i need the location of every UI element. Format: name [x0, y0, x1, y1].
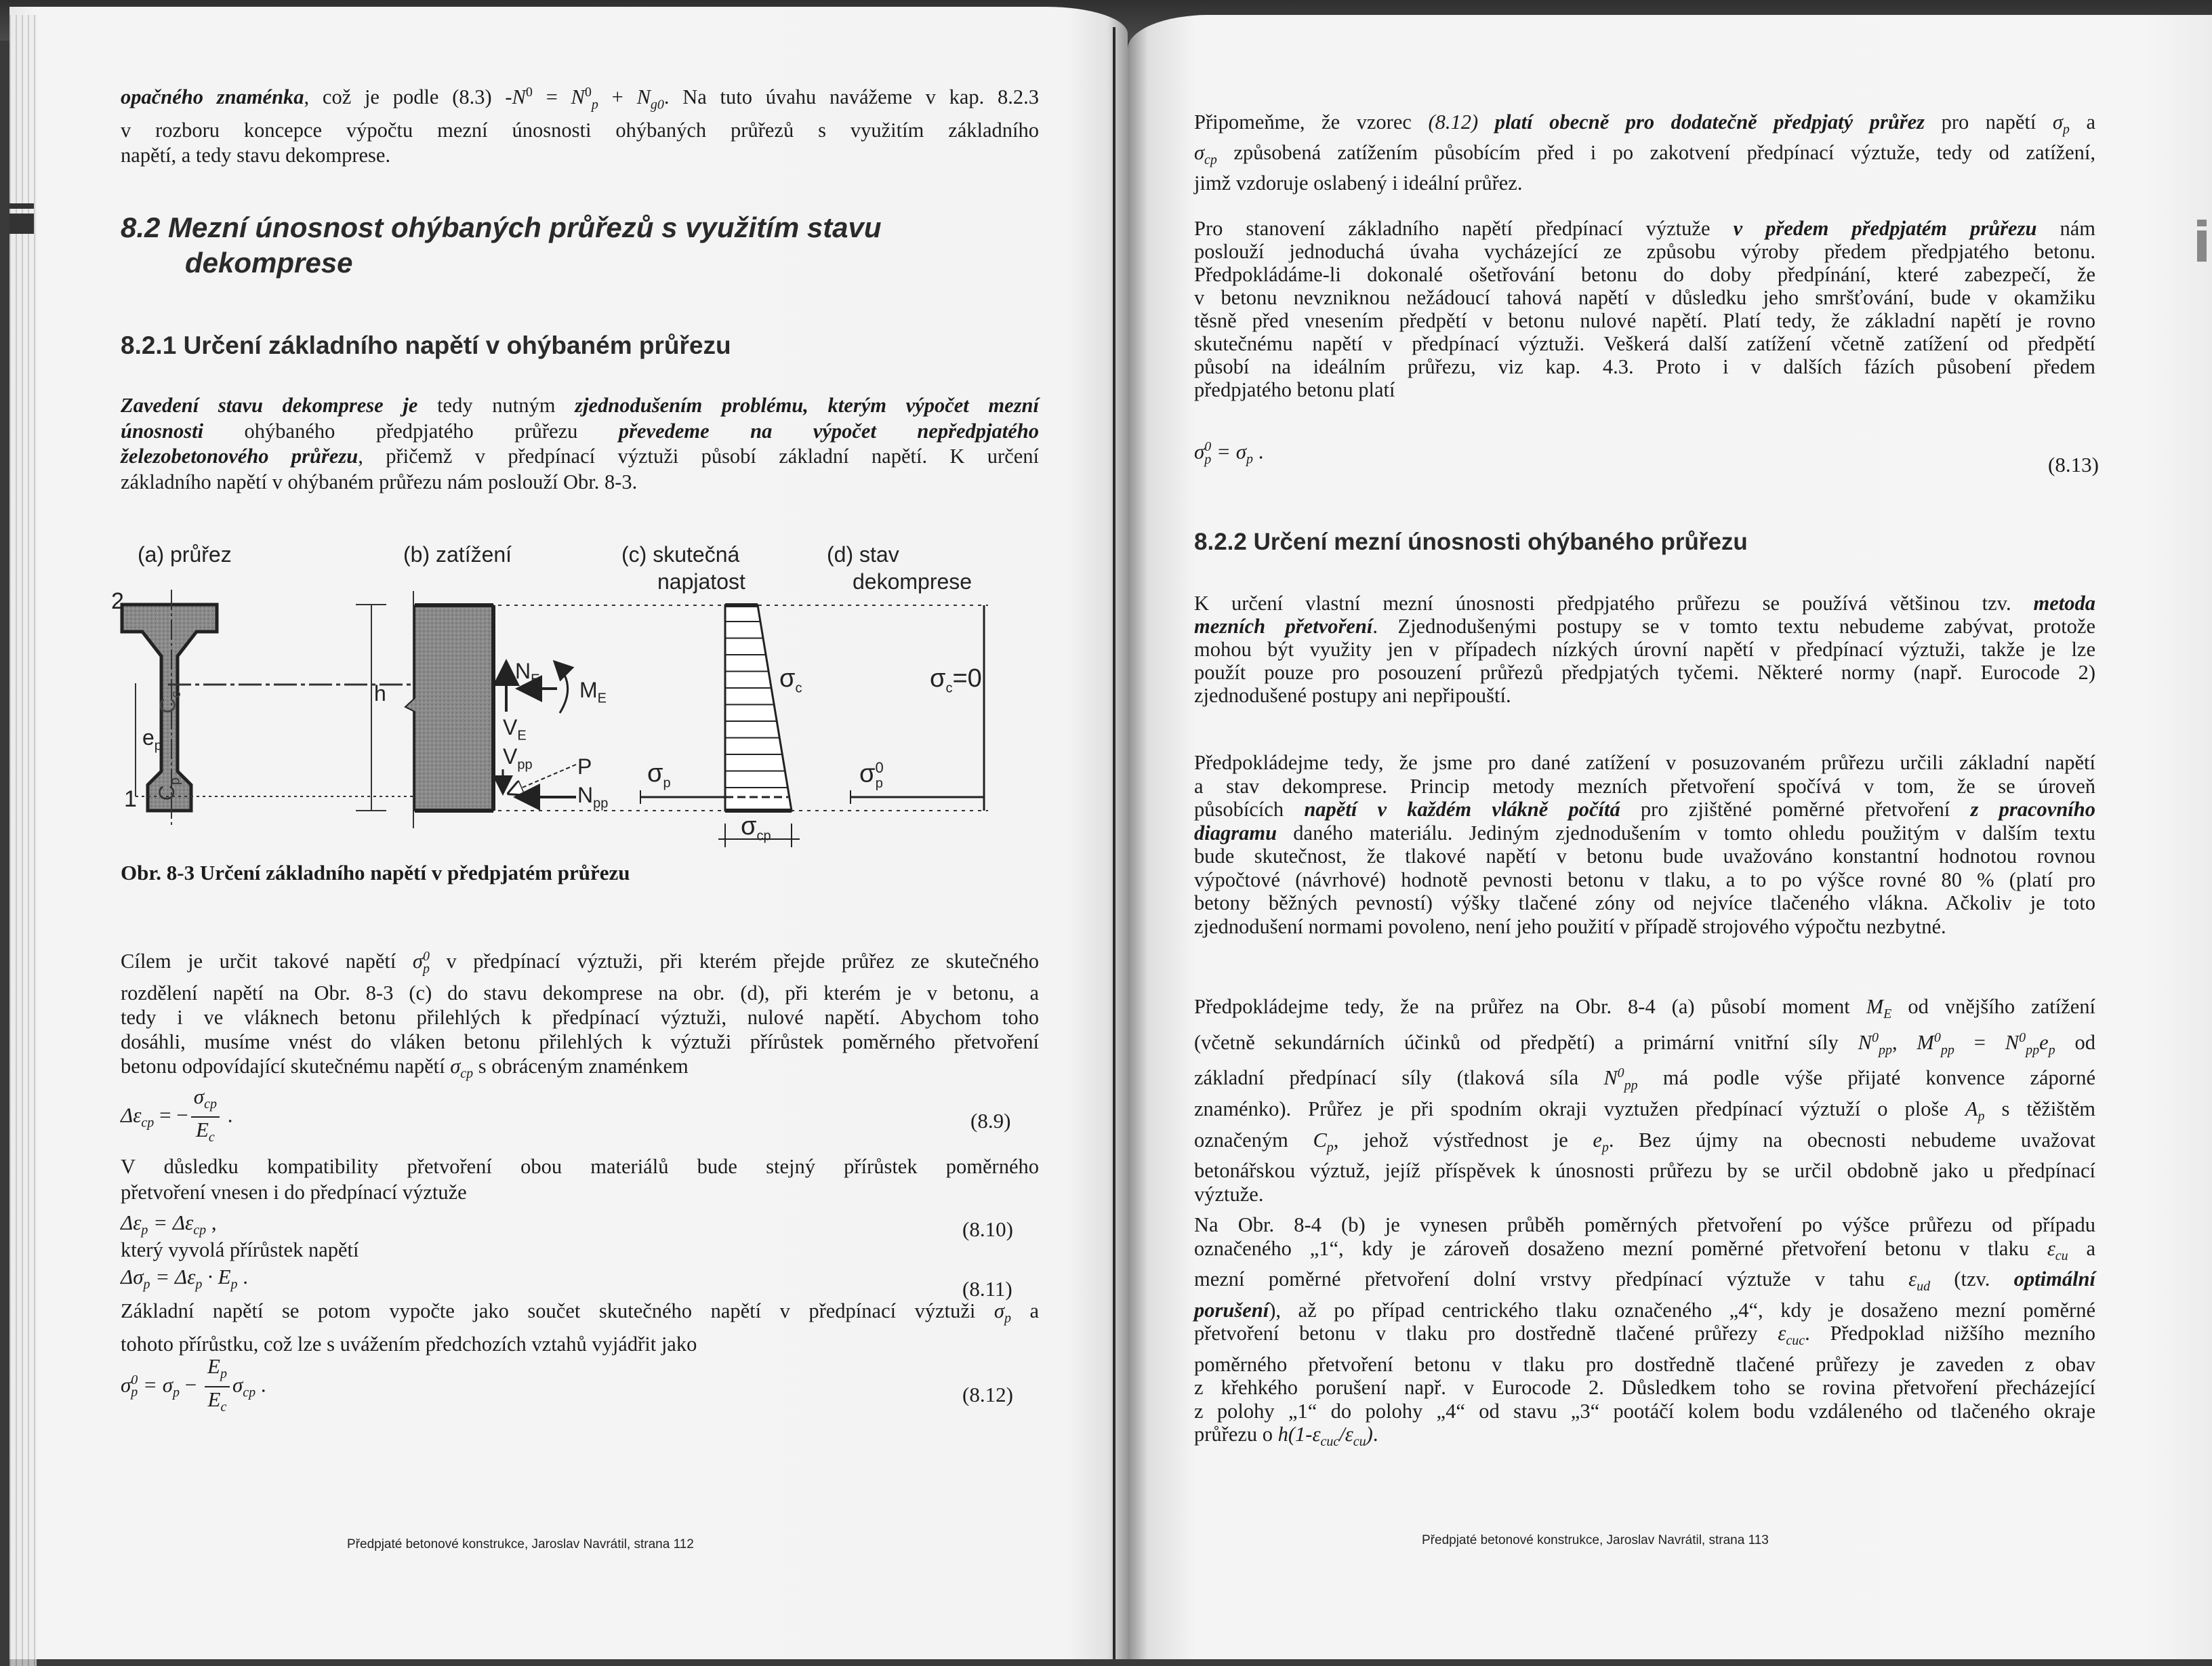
sub: cp	[141, 1115, 155, 1131]
sub: cp	[756, 828, 771, 844]
sub: p	[875, 776, 883, 792]
emphasis: v předem předpjatém průřezu	[1733, 217, 2037, 240]
sub: p	[663, 775, 671, 791]
me-label	[579, 678, 607, 706]
equation-8-12	[121, 1354, 266, 1419]
text: , přičemž v předpínací výztuži působí základní napětí. K určení	[358, 445, 1039, 468]
expression: h(1-ε	[1277, 1423, 1321, 1446]
text: pro napětí	[1925, 110, 2053, 134]
sub: p	[1004, 1311, 1011, 1326]
symbol: M	[579, 678, 598, 702]
sub: p	[167, 777, 183, 786]
text-line: z polohy „1“ do polohy „4“ od stavu „3“ pootáčí kolem bodu vzdáleného od tlačeného okraje	[1194, 1399, 2095, 1423]
paragraph-4	[121, 1238, 1039, 1263]
text-line: dosáhli, musíme vnést do vláken betonu přilehlých k výztuži přírůstek poměrného přetvoření	[121, 1030, 1039, 1054]
symbol: N	[1858, 1030, 1872, 1054]
symbol: σ	[859, 759, 876, 788]
text: označeným	[1194, 1128, 1313, 1152]
text: od vnějšího zatížení	[1891, 995, 2095, 1018]
symbol: σ	[1194, 439, 1205, 464]
text-line: poslouží jednoduchá úvaha vycházející ze způsobu výroby předem předpjatého betonu.	[1194, 240, 2095, 263]
sub: cp	[1204, 153, 1217, 168]
emphasis: napětí v každém vlákně počítá	[1304, 798, 1620, 821]
right-paragraph-6	[1194, 1213, 2095, 1454]
symbol: N	[577, 783, 594, 807]
symbol: Δσ	[121, 1265, 144, 1288]
text: přetvoření betonu v tlaku pro dostředně tlačené průřezy	[1194, 1322, 1778, 1345]
equation-8-11	[121, 1265, 248, 1293]
text: Cílem je určit takové napětí	[121, 950, 413, 973]
text: od	[2055, 1030, 2096, 1054]
sub: E	[597, 691, 607, 706]
symbol: ε	[1908, 1267, 1917, 1291]
subsection-heading: 8.2.1 Určení základního napětí v ohýbaném průřezu	[121, 331, 731, 359]
stress-diagram	[725, 605, 792, 811]
sigma-cp-label	[741, 812, 771, 845]
sub: c	[945, 680, 953, 696]
figure-label-a: (a) průřez	[138, 542, 232, 567]
text-line: z křehkého porušení např. v Eurocode 2. Důsledkem toho se rovina přetvoření přecházející	[1194, 1376, 2095, 1400]
sup: 0	[584, 85, 592, 100]
sub: p	[1326, 1139, 1334, 1155]
sup: 0	[1617, 1065, 1624, 1081]
text: . Předpoklad nižšího mezního	[1805, 1322, 2095, 1345]
symbol: N	[636, 85, 651, 109]
figure-label-c-2: napjatost	[657, 569, 745, 594]
text-line: který vyvolá přírůstek napětí	[121, 1238, 359, 1261]
figure-label-d: (d) stav	[827, 542, 899, 567]
symbol: M	[1866, 995, 1884, 1018]
text: s obráceným znaménkem	[473, 1055, 689, 1078]
emphasis: převedeme na výpočet nepředpjatého	[618, 419, 1039, 443]
h-label: h	[374, 681, 386, 706]
sigma-p-label	[647, 759, 671, 792]
sup: 0	[1871, 1030, 1879, 1045]
sub: p	[220, 1366, 227, 1382]
reference: (8.12)	[1428, 110, 1479, 134]
symbol: σ	[930, 664, 946, 693]
symbol: N	[1603, 1066, 1618, 1090]
sup: 0	[1933, 1030, 1941, 1045]
text-line: v betonu nevzniknou nežádoucí tahová napětí v důsledku jeho smršťování, bude v okamžiku	[1194, 286, 2095, 309]
text: +	[598, 85, 637, 109]
sub: p	[591, 97, 598, 113]
operator: −	[180, 1373, 202, 1397]
emphasis: zjednodušením problému, kterým výpočet mezní	[575, 394, 1039, 417]
text: ohýbaného předpjatého průřezu	[203, 419, 619, 443]
text-line: předpjatého betonu platí	[1194, 378, 1395, 401]
text-line: výztuže.	[1194, 1182, 1264, 1206]
figure-drawing	[0, 0, 1125, 881]
fraction	[205, 1354, 230, 1419]
sub: p	[1601, 1139, 1609, 1155]
text-line: Předpokládejme tedy, že jsme pro dané zatížení v posuzovaném průřezu určili základní napětí	[1194, 751, 2095, 774]
numerator: E	[207, 1354, 220, 1378]
subsection-heading-right: 8.2.2 Určení mezní únosnosti ohýbaného průřezu	[1194, 529, 1748, 555]
equation-number: (8.10)	[962, 1217, 1013, 1241]
text: s těžištěm	[1984, 1097, 2096, 1121]
text: tedy nutným	[417, 394, 575, 417]
text: ,	[206, 1211, 217, 1234]
text-line: tedy i ve vláknech betonu přilehlých k předpínací výztuži, nulové napětí. Abychom toho	[121, 1006, 1039, 1030]
symbol: C	[1313, 1128, 1327, 1152]
sub: c	[795, 680, 802, 696]
emphasis: mezních přetvoření	[1194, 615, 1373, 638]
text-line: rozdělení napětí na Obr. 8-3 (c) do stavu dekomprese na obr. (d), při kterém je v betonu, a	[121, 981, 1039, 1005]
text-line: mohou být využity jen v případech nízkých úrovní napětí v předpínací výztuži, takže je lze	[1194, 638, 2095, 661]
symbol: N	[512, 85, 526, 109]
sup: 0	[875, 759, 884, 776]
symbol: σ	[450, 1055, 461, 1078]
text: Pro stanovení základního napětí předpínací výztuže	[1194, 217, 1734, 240]
sub: E	[531, 672, 540, 687]
npp-label	[577, 783, 608, 811]
text: . Zjednodušenými postupy se v tomto textu nebudeme zabývat, protože	[1372, 615, 2095, 638]
expression: /ε	[1339, 1423, 1353, 1446]
text: průřezu o	[1194, 1423, 1278, 1446]
text-line: poměrného přetvoření betonu v tlaku pro dostředně tlačené průřezy je zaveden z obav	[1194, 1352, 2095, 1376]
figure-8-3	[0, 0, 1125, 885]
sup: 0	[131, 1372, 138, 1387]
vpp-label	[503, 744, 533, 773]
figure-label-c: (c) skutečná	[621, 542, 740, 567]
emphasis: únosnosti	[121, 419, 204, 443]
sub: E	[517, 728, 527, 744]
page-footer-right: Předpjaté betonové konstrukce, Jaroslav Navrátil, strana 113	[1422, 1533, 1769, 1547]
text: způsobená zatížením působícím před i po zakotvení předpínací výztuže, tedy od zatížení,	[1216, 141, 2095, 165]
sub: p	[131, 1385, 138, 1400]
text-line: zjednodušení normami povoleno, není jeho použití v případě strojového výpočtu nezbytné.	[1194, 914, 1946, 938]
symbol: Δε	[121, 1103, 142, 1127]
sub: p	[154, 738, 162, 754]
sub: ud	[1917, 1279, 1931, 1295]
denominator: E	[207, 1387, 221, 1412]
text-line: Předpokládáme-li dokonalé ošetřování betonu do doby předpínání, které zabezpečí, že	[1194, 263, 2095, 286]
sub: cp	[243, 1385, 256, 1400]
ep-label	[142, 725, 162, 754]
text: mezní poměrné přetvoření dolní vrstvy předpínací výztuže v tahu	[1194, 1267, 1909, 1291]
emphasis: platí obecně pro dodatečně předpjatý průřez	[1478, 110, 1925, 134]
symbol: = σ	[1211, 439, 1247, 464]
text: , jehož výstřednost je	[1333, 1128, 1593, 1152]
text-line: a stav dekomprese. Princip metody mezních přetvoření spočívá v tom, že se úroveň	[1194, 774, 2095, 798]
text: a	[1010, 1299, 1039, 1322]
ve-label	[503, 715, 527, 744]
sub: p	[173, 1385, 180, 1400]
text: znaménko). Průřez je při spodním okraji vyztužen předpínací výztuží o ploše	[1194, 1097, 1965, 1121]
edge-mark	[2197, 230, 2207, 262]
emphasis: porušení	[1194, 1298, 1269, 1322]
text-line: jimž vzdoruje oslabený i ideální průřez.	[1194, 171, 1523, 195]
text: označeného „1“, kdy je zároveň dosaženo mezní poměrné přetvoření betonu v tlaku	[1194, 1236, 2047, 1260]
equation-number: (8.13)	[2048, 453, 2099, 476]
symbol: N	[571, 85, 585, 109]
equation-number: (8.11)	[962, 1277, 1012, 1301]
right-paragraph-5	[1194, 995, 2095, 1206]
sub: cp	[204, 1097, 217, 1112]
symbol: σ	[2052, 110, 2063, 134]
sigma-c0-label	[930, 664, 982, 697]
text-line: V důsledku kompatibility přetvoření obou materiálů bude stejný přírůstek poměrného	[121, 1155, 1039, 1178]
paragraph-2: Cílem je určit takové napětí $\sigma_p^0$ v předpínací výztuži, při kterém přejde průřez ze skutečného rozdělení napětí na Obr. 8-3 (c) do stavu dekomprese na obr. (d), při kterém je v betonu, a tedy i ve vláknech betonu přilehlých k předpínací výztuži, nulové napětí. Abychom toho dosáhli, musíme vnést do vláken betonu přilehlých k výztuži přírůstek poměrného přetvoření betonu odpovídající skutečnému napětí $\sigma_{cp}$ s obráceným znaménkem	[121, 949, 1039, 1082]
symbol: V	[503, 744, 518, 769]
sub: p	[143, 1277, 150, 1293]
sub: pp	[517, 757, 533, 773]
text: nám	[2036, 217, 2095, 240]
symbol: σ	[1194, 141, 1205, 165]
text-line: působí na ideálním průřezu, viz kap. 4.3. Proto i v dalších fázích působení předem	[1194, 355, 2095, 378]
sub: E	[1883, 1007, 1892, 1022]
sub: pp	[593, 796, 609, 811]
sub: p	[1204, 451, 1212, 467]
symbol: σ	[994, 1299, 1004, 1322]
symbol: σ	[232, 1373, 243, 1397]
symbol: σ	[741, 812, 757, 840]
denominator: E	[195, 1118, 209, 1142]
text-line: tohoto přírůstku, což lze s uvážením předchozích vztahů vyjádřit jako	[121, 1332, 697, 1356]
operator: = −	[154, 1103, 188, 1127]
sub: p	[2048, 1042, 2055, 1057]
symbol: M	[1917, 1030, 1934, 1054]
member-body	[405, 605, 493, 811]
text: základní předpínací síly (tlaková síla	[1194, 1066, 1604, 1090]
sub: pp	[1878, 1042, 1892, 1057]
text-line: v rozboru koncepce výpočtu mezní únosnosti ohýbaných průřezů s využitím základního	[121, 118, 1039, 142]
text: =	[1954, 1030, 2005, 1054]
sub: cu	[2055, 1248, 2068, 1263]
sub: c	[220, 1400, 227, 1415]
symbol: e	[1593, 1128, 1602, 1152]
text: má podle výše přijaté konvence záporné	[1637, 1066, 2095, 1090]
symbol: σ	[779, 664, 796, 693]
emphasis: metoda	[2033, 592, 2095, 615]
heading-line: 8.2 Mezní únosnost ohýbaných průřezů s využitím stavu	[121, 211, 882, 243]
text: =	[532, 85, 571, 109]
symbol: Δε	[121, 1211, 142, 1234]
text-line: přetvoření vnesen i do předpínací výztuže	[121, 1180, 467, 1204]
text-line: skutečnému napětí v předpínací výztuži. Veškerá další zatížení včetně zatížení od předpětí	[1194, 332, 2095, 355]
sup: 0	[2019, 1030, 2026, 1045]
fraction	[191, 1084, 220, 1150]
text: . Bez újmy na obecnosti nebudeme uvažovat	[1608, 1128, 2096, 1152]
text: .	[255, 1373, 266, 1397]
text-line: bude skutečnost, že tlakové napětí v betonu bude uvažováno konstantní hodnotou rovnou	[1194, 845, 2095, 868]
sub: cuc	[1320, 1434, 1340, 1450]
cp-label	[155, 777, 183, 800]
symbol: ε	[2047, 1236, 2055, 1260]
equation-number: (8.12)	[962, 1383, 1013, 1406]
expression: )	[1366, 1423, 1373, 1446]
text: pro zjištěné poměrné přetvoření	[1620, 798, 1971, 821]
paragraph-3	[121, 1154, 1039, 1205]
figure-caption: Obr. 8-3 Určení základního napětí v předpjatém průřezu	[121, 861, 630, 885]
text-line: betonářskou výztuž, jejíž příspěvek k únosnosti průřezu by se určil obdobně jako u předpínací	[1194, 1159, 2095, 1183]
text: ,	[1891, 1030, 1917, 1054]
text-line: použít pouze pro posouzení průřezů předpjatých tyčemi. Některé normy (např. Eurocode 2)	[1194, 661, 2095, 684]
right-paragraph-3	[1194, 592, 2095, 707]
text: betonu odpovídající skutečnému napětí	[121, 1055, 451, 1078]
sup: 0	[1204, 439, 1212, 454]
equation-8-9	[121, 1084, 232, 1150]
emphasis: z pracovního	[1970, 798, 2095, 821]
me-moment-arrow	[556, 663, 568, 713]
text: a	[2069, 110, 2095, 134]
symbol: C	[154, 785, 179, 801]
symbol: σ	[412, 950, 423, 973]
emphasis: Zavedení stavu dekomprese je	[121, 394, 418, 417]
numerator: σ	[193, 1084, 205, 1108]
text: (tzv.	[1930, 1267, 2014, 1291]
symbol: N	[2005, 1030, 2020, 1054]
figure-label-b: (b) zatížení	[403, 542, 512, 567]
value: =0	[952, 664, 982, 693]
text: (včetně sekundárních účinků od předpětí) a primární vnitřní síly	[1194, 1030, 1858, 1054]
text: . Na tuto úvahu navážeme v kap. 8.2.3	[663, 85, 1040, 109]
symbol: σ	[121, 1373, 131, 1397]
ne-label	[515, 659, 539, 687]
paragraph-5	[121, 1299, 1039, 1357]
heading-line: dekomprese	[185, 247, 353, 279]
text: Připomeňme, že vzorec	[1194, 110, 1429, 134]
cc-label	[155, 691, 184, 714]
sub: p	[195, 1277, 203, 1293]
equation-8-10	[121, 1211, 217, 1238]
sub: pp	[1624, 1078, 1638, 1093]
text-line: zjednodušené postupy ani nepřipouští.	[1194, 684, 1511, 707]
page-footer-left: Předpjaté betonové konstrukce, Jaroslav Navrátil, strana 112	[347, 1537, 694, 1551]
sub: cuc	[1786, 1333, 1805, 1349]
equation-8-13	[1194, 439, 1264, 468]
edge-mark	[2197, 220, 2207, 226]
text: .	[1253, 439, 1264, 464]
text: daného materiálu. Jediným zjednodušením v tomto ohledu použitým v dalším textu	[1277, 821, 2095, 845]
symbol: A	[1965, 1097, 1978, 1121]
right-paragraph-2	[1194, 217, 2095, 401]
sigma-p0-label	[859, 759, 883, 792]
fiber-2-label: 2	[111, 588, 124, 614]
sub: p	[141, 1223, 148, 1238]
text: Předpokládejme tedy, že na průřez na Obr. 8-4 (a) působí moment	[1194, 995, 1866, 1018]
emphasis: optimální	[2013, 1267, 2095, 1291]
sub: pp	[1940, 1042, 1954, 1057]
text: Základní napětí se potom vypočte jako součet skutečného napětí v předpínací výztuži	[121, 1299, 994, 1322]
text: v předpínací výztuži, při kterém přejde průřez ze skutečného	[429, 950, 1039, 973]
sub: p	[2062, 122, 2070, 138]
text: .	[1372, 1423, 1378, 1446]
sub: cu	[1353, 1434, 1366, 1450]
symbol: · E	[202, 1265, 231, 1288]
symbol: = Δε	[148, 1211, 194, 1234]
text-line: základního napětí v ohýbaném průřezu nám poslouží Obr. 8-3.	[121, 470, 638, 493]
symbol: e	[142, 725, 155, 750]
symbol: V	[503, 715, 518, 739]
text: a	[2068, 1236, 2095, 1260]
emphasis: železobetonového průřezu	[121, 445, 359, 468]
fiber-1-label: 1	[124, 786, 137, 812]
symbol: e	[2039, 1030, 2049, 1054]
sub: pp	[2026, 1042, 2040, 1057]
symbol: σ	[647, 759, 663, 788]
right-paragraph-4	[1194, 751, 2095, 938]
text-line: těsně před vnesením předpětí v betonu nulové napětí. Platí tedy, že základní napětí je rovno	[1194, 309, 2095, 332]
text: působících	[1194, 798, 1305, 821]
sub: p	[1978, 1109, 1985, 1124]
symbol: = Δε	[150, 1265, 196, 1288]
sub: g0	[650, 97, 664, 113]
symbol: N	[515, 659, 531, 683]
text-line: betony běžných pevností) výšky tlačené zóny od nejvíce tlačeného vlákna. Ačkoliv je toto	[1194, 891, 2095, 914]
emphasis: diagramu	[1194, 821, 1277, 845]
text: .	[222, 1103, 233, 1127]
sub: c	[208, 1130, 215, 1145]
figure-label-d-2: dekomprese	[853, 569, 972, 594]
text: , což je podle (8.3) -	[304, 85, 512, 109]
sub: cp	[193, 1223, 207, 1238]
equation-number: (8.9)	[970, 1109, 1011, 1133]
sub: p	[230, 1277, 238, 1293]
text: .	[237, 1265, 249, 1288]
emphasis: opačného znaménka	[121, 85, 304, 109]
text-line: Na Obr. 8-4 (b) je vynesen průběh poměrných přetvoření po výšce průřezu od případu	[1194, 1213, 2095, 1236]
sigma-c-label	[779, 664, 802, 697]
sup: 0	[525, 85, 533, 100]
text-line: napětí, a tedy stavu dekomprese.	[121, 144, 391, 167]
sub: p	[1246, 451, 1254, 467]
text: ), až po případ centrického tlaku označeného „4“, kdy je dosaženo mezní poměrné	[1269, 1298, 2095, 1322]
symbol: = σ	[138, 1373, 173, 1397]
symbol: C	[155, 697, 180, 714]
sub: c	[168, 691, 184, 698]
p-label: P	[577, 754, 592, 779]
symbol: ε	[1778, 1322, 1786, 1345]
text: K určení vlastní mezní únosnosti předpjatého průřezu se používá většinou tzv.	[1194, 592, 2034, 615]
right-paragraph-1	[1194, 110, 2095, 195]
text-line: výpočtové (návrhové) hodnotě pevnosti betonu v tlaku, a to po výšce rovné 80 % (platí pro	[1194, 868, 2095, 891]
